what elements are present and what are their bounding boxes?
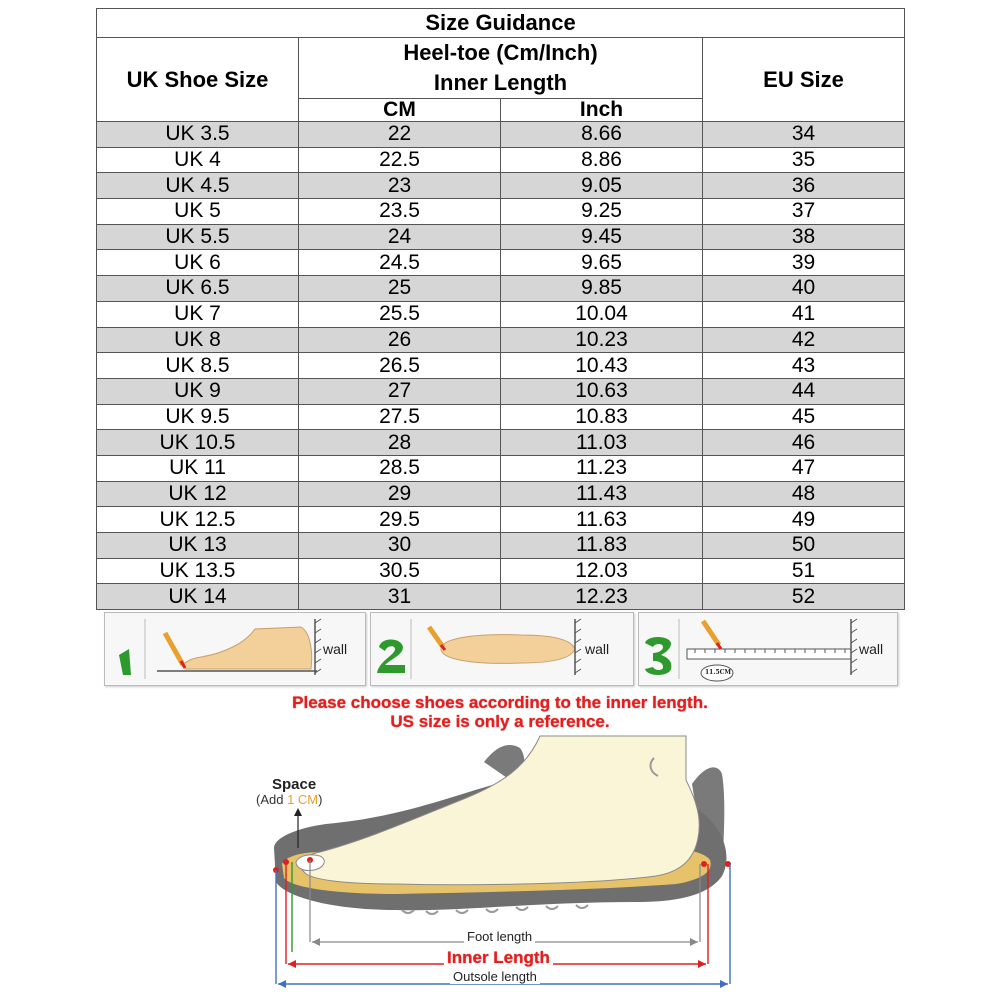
step-2-number-icon xyxy=(377,640,405,674)
heel-toe-header-line2: Inner Length xyxy=(433,70,568,95)
eu-cell: 45 xyxy=(703,404,905,430)
cm-header: CM xyxy=(299,99,501,122)
eu-cell: 37 xyxy=(703,199,905,225)
inch-cell: 11.23 xyxy=(501,455,703,481)
cm-cell: 25 xyxy=(299,276,501,302)
add-note xyxy=(256,792,322,807)
inch-cell: 8.86 xyxy=(501,147,703,173)
uk-cell: UK 8.5 xyxy=(97,353,299,379)
cm-cell: 24.5 xyxy=(299,250,501,276)
add-value: 1 CM xyxy=(287,792,319,807)
uk-cell: UK 5.5 xyxy=(97,224,299,250)
uk-cell: UK 10.5 xyxy=(97,430,299,456)
step-2-wall-label: wall xyxy=(585,641,610,657)
inch-cell: 11.43 xyxy=(501,481,703,507)
uk-cell: UK 3.5 xyxy=(97,122,299,148)
inch-cell: 11.03 xyxy=(501,430,703,456)
table-row xyxy=(97,455,905,481)
eu-cell: 36 xyxy=(703,173,905,199)
step-3-number-icon xyxy=(645,637,671,675)
inch-cell: 9.25 xyxy=(501,199,703,225)
inch-cell: 12.23 xyxy=(501,584,703,610)
inch-cell: 10.23 xyxy=(501,327,703,353)
space-arrow-icon xyxy=(294,808,302,816)
us-size-note: US size is only a reference. xyxy=(390,712,610,731)
table-row xyxy=(97,558,905,584)
table-row xyxy=(97,378,905,404)
eu-cell: 41 xyxy=(703,301,905,327)
cm-cell: 28.5 xyxy=(299,455,501,481)
uk-cell: UK 8 xyxy=(97,327,299,353)
uk-size-header: UK Shoe Size xyxy=(97,38,299,122)
step-1-number-icon xyxy=(119,649,131,675)
uk-cell: UK 12 xyxy=(97,481,299,507)
table-row xyxy=(97,327,905,353)
cm-cell: 30 xyxy=(299,533,501,559)
inner-length-diagram xyxy=(96,688,904,994)
uk-cell: UK 4.5 xyxy=(97,173,299,199)
eu-cell: 34 xyxy=(703,122,905,148)
eu-cell: 40 xyxy=(703,276,905,302)
inch-cell: 10.43 xyxy=(501,353,703,379)
cm-cell: 27.5 xyxy=(299,404,501,430)
table-title: Size Guidance xyxy=(97,9,905,38)
cm-cell: 29 xyxy=(299,481,501,507)
cm-cell: 22.5 xyxy=(299,147,501,173)
uk-cell: UK 7 xyxy=(97,301,299,327)
uk-cell: UK 4 xyxy=(97,147,299,173)
eu-cell: 48 xyxy=(703,481,905,507)
step-1-panel xyxy=(104,612,366,686)
table-row xyxy=(97,430,905,456)
inch-cell: 9.65 xyxy=(501,250,703,276)
add-prefix: (Add xyxy=(256,792,288,807)
step-3-wall-label: wall xyxy=(859,641,884,657)
step-3-ruler-icon xyxy=(687,649,851,659)
step-1-wall-label: wall xyxy=(323,641,348,657)
cm-cell: 29.5 xyxy=(299,507,501,533)
inner-length-note: Please choose shoes according to the inner length. xyxy=(292,693,708,712)
step-3-ruler-mark: 11.5CM xyxy=(705,669,732,676)
cm-cell: 23.5 xyxy=(299,199,501,225)
table-row xyxy=(97,301,905,327)
add-suffix: ) xyxy=(318,792,323,807)
inner-length-label: Inner Length xyxy=(444,948,553,968)
uk-cell: UK 13 xyxy=(97,533,299,559)
eu-cell: 39 xyxy=(703,250,905,276)
eu-cell: 51 xyxy=(703,558,905,584)
cm-cell: 25.5 xyxy=(299,301,501,327)
cm-cell: 23 xyxy=(299,173,501,199)
uk-cell: UK 9 xyxy=(97,378,299,404)
table-row xyxy=(97,507,905,533)
foot-length-label: Foot length xyxy=(464,929,535,944)
size-guidance-table xyxy=(96,8,905,610)
cm-cell: 26.5 xyxy=(299,353,501,379)
cm-cell: 22 xyxy=(299,122,501,148)
table-row xyxy=(97,584,905,610)
uk-cell: UK 12.5 xyxy=(97,507,299,533)
table-row xyxy=(97,122,905,148)
heel-toe-header xyxy=(299,38,703,99)
eu-cell: 43 xyxy=(703,353,905,379)
table-row xyxy=(97,533,905,559)
step-1-foot-icon xyxy=(184,627,312,669)
cm-cell: 31 xyxy=(299,584,501,610)
inch-cell: 9.45 xyxy=(501,224,703,250)
inch-cell: 10.83 xyxy=(501,404,703,430)
table-row xyxy=(97,250,905,276)
inch-cell: 8.66 xyxy=(501,122,703,148)
eu-cell: 47 xyxy=(703,455,905,481)
eu-cell: 50 xyxy=(703,533,905,559)
inch-cell: 9.85 xyxy=(501,276,703,302)
uk-cell: UK 14 xyxy=(97,584,299,610)
cm-cell: 27 xyxy=(299,378,501,404)
space-label: Space xyxy=(272,776,317,793)
table-row xyxy=(97,353,905,379)
uk-cell: UK 11 xyxy=(97,455,299,481)
table-row xyxy=(97,224,905,250)
inch-cell: 10.04 xyxy=(501,301,703,327)
step-2-foot-icon xyxy=(441,635,575,664)
cm-cell: 24 xyxy=(299,224,501,250)
uk-cell: UK 13.5 xyxy=(97,558,299,584)
inch-header: Inch xyxy=(501,99,703,122)
inch-cell: 11.83 xyxy=(501,533,703,559)
eu-cell: 46 xyxy=(703,430,905,456)
inch-cell: 12.03 xyxy=(501,558,703,584)
heel-toe-header-line1: Heel-toe (Cm/Inch) xyxy=(403,40,598,65)
eu-cell: 35 xyxy=(703,147,905,173)
outsole-length-label: Outsole length xyxy=(450,969,540,984)
table-row xyxy=(97,404,905,430)
cm-cell: 28 xyxy=(299,430,501,456)
uk-cell: UK 6 xyxy=(97,250,299,276)
uk-cell: UK 6.5 xyxy=(97,276,299,302)
inch-cell: 10.63 xyxy=(501,378,703,404)
inch-cell: 11.63 xyxy=(501,507,703,533)
inch-cell: 9.05 xyxy=(501,173,703,199)
step-3-panel xyxy=(638,612,898,686)
eu-cell: 52 xyxy=(703,584,905,610)
eu-cell: 44 xyxy=(703,378,905,404)
cm-cell: 30.5 xyxy=(299,558,501,584)
table-row xyxy=(97,147,905,173)
step-2-panel xyxy=(370,612,634,686)
measuring-steps xyxy=(104,612,896,686)
cm-cell: 26 xyxy=(299,327,501,353)
table-row xyxy=(97,173,905,199)
table-row xyxy=(97,276,905,302)
eu-size-header: EU Size xyxy=(703,38,905,122)
size-table-body xyxy=(97,122,905,610)
table-row xyxy=(97,481,905,507)
eu-cell: 42 xyxy=(703,327,905,353)
uk-cell: UK 5 xyxy=(97,199,299,225)
uk-cell: UK 9.5 xyxy=(97,404,299,430)
eu-cell: 49 xyxy=(703,507,905,533)
table-row xyxy=(97,199,905,225)
eu-cell: 38 xyxy=(703,224,905,250)
